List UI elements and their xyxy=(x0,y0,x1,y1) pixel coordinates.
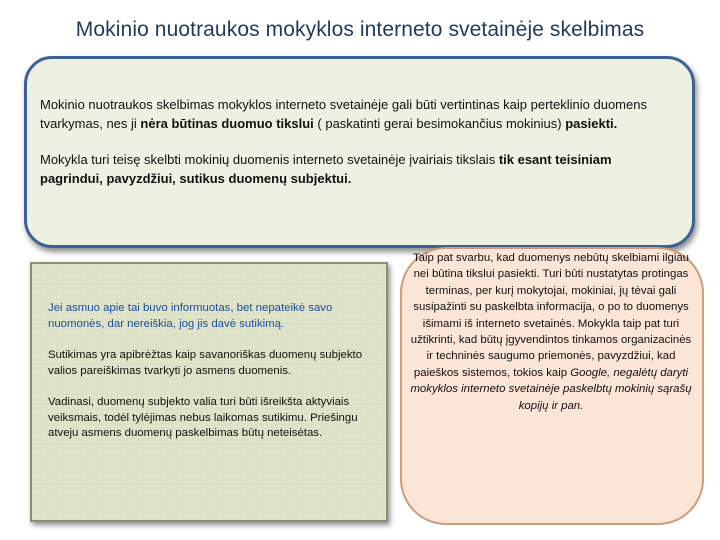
right-callout-text xyxy=(410,250,692,414)
right-text-main: Taip pat svarbu, kad duomenys nebūtų skelbiami ilgiau nei būtina tikslui pasiekti. Turi būti nustatytas protingas terminas, per kurį mokytojai, mokiniai, jų tėvai gali susipažinti su paskelbta informacija, o po to duomenys išimami iš interneto svetainės. Mokykla taip pat turi užtikrinti, kad būtų įgyvendintos tinkamos organizacinės ir techninės saugumo priemonės, pavyzdžiui, kad paieškos sistemos, tokios kaip xyxy=(410,252,692,379)
slide-title: Mokinio nuotraukos mokyklos interneto svetainėje skelbimas xyxy=(75,18,645,41)
left-paragraph-2: Sutikimas yra apibrėžtas kaip savanoriškas duomenų subjekto valios pareiškimas tvarkyti jo asmens duomenis. xyxy=(48,349,363,377)
top-callout-text xyxy=(40,95,660,188)
top-p2-bold: tik esant teisiniam pagrindui, pavyzdžiui, sutikus duomenų subjektui. xyxy=(40,152,612,186)
top-p1-text-2: ( paskatinti gerai besimokančius mokinius) xyxy=(313,116,566,131)
top-p1-text: Mokinio nuotraukos skelbimas mokyklos interneto svetainėje gali būti vertintinas kaip perteklinio duomens tvarkymas, nes ji xyxy=(40,97,647,131)
top-p1-bold: nėra būtinas duomuo tikslui xyxy=(140,116,314,131)
top-p1-bold-2: pasiekti. xyxy=(565,116,618,131)
top-p2-text: Mokykla turi teisę skelbti mokinių duomenis interneto svetainėje įvairiais tikslais xyxy=(40,152,499,167)
right-text-italic: Google, negalėtų daryti mokyklos interneto svetainėje paskelbtų mokinių sąrašų kopijų ir pan. xyxy=(410,366,692,412)
left-callout-text xyxy=(48,301,370,442)
left-paragraph-3: Vadinasi, duomenų subjekto valia turi būti išreikšta aktyviais veiksmais, todėl tylėjimas nebus laikomas sutikimu. Priešingu atveju asmens duomenų paskelbimas būtų neteisėtas. xyxy=(48,396,358,439)
top-paragraph-2 xyxy=(40,150,660,188)
left-paragraph-1: Jei asmuo apie tai buvo informuotas, bet nepateikė savo nuomonės, dar nereiškia, jog jis davė sutikimą. xyxy=(48,302,333,330)
top-paragraph-1 xyxy=(40,95,660,133)
